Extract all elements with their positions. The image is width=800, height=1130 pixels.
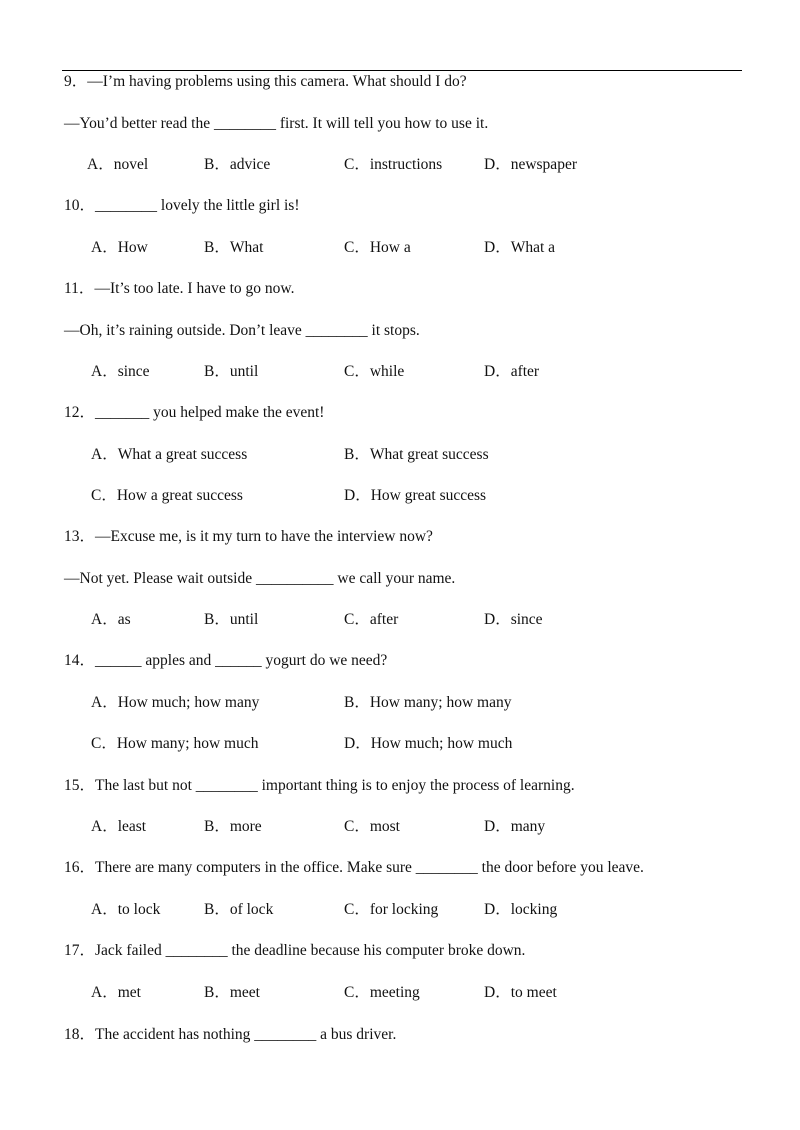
option-text: What a bbox=[510, 239, 556, 256]
answer-option[interactable] bbox=[484, 362, 539, 382]
question-text: —You’d better read the ________ first. It will tell you how to use it. bbox=[64, 115, 489, 132]
answer-option[interactable] bbox=[204, 817, 262, 837]
option-text: meet bbox=[229, 984, 260, 1001]
option-text: How great success bbox=[370, 487, 487, 504]
question-stem bbox=[64, 279, 294, 299]
top-rule bbox=[62, 70, 742, 71]
answer-option[interactable] bbox=[344, 610, 398, 630]
question-stem bbox=[64, 196, 300, 216]
question-number: 16． bbox=[64, 859, 96, 876]
question-text: —Oh, it’s raining outside. Don’t leave ________ it stops. bbox=[64, 322, 420, 339]
answer-option[interactable] bbox=[91, 983, 141, 1003]
question-number: 18． bbox=[64, 1026, 96, 1043]
question-number: 12． bbox=[64, 404, 96, 421]
answer-option[interactable] bbox=[87, 155, 148, 175]
question-stem bbox=[64, 858, 644, 878]
option-text: How a bbox=[369, 239, 411, 256]
question-line bbox=[64, 321, 420, 341]
question-text: Jack failed ________ the deadline because his computer broke down. bbox=[95, 942, 526, 959]
question-text: —It’s too late. I have to go now. bbox=[94, 280, 295, 297]
answer-option[interactable] bbox=[204, 900, 273, 920]
question-stem bbox=[64, 527, 433, 547]
option-text: for locking bbox=[369, 901, 439, 918]
option-text: How a great success bbox=[116, 487, 243, 504]
option-letter: B． bbox=[204, 984, 230, 1001]
answer-option[interactable] bbox=[344, 486, 486, 506]
question-text: The last but not ________ important thing is to enjoy the process of learning. bbox=[95, 777, 575, 794]
answer-option[interactable] bbox=[91, 817, 146, 837]
question-text: ______ apples and ______ yogurt do we need? bbox=[95, 652, 388, 669]
question-number: 10． bbox=[64, 197, 96, 214]
answer-option[interactable] bbox=[91, 693, 259, 713]
option-text: What great success bbox=[369, 446, 489, 463]
answer-option[interactable] bbox=[204, 983, 260, 1003]
answer-option[interactable] bbox=[344, 238, 411, 258]
option-letter: D． bbox=[484, 818, 511, 835]
option-letter: B． bbox=[204, 363, 230, 380]
option-letter: A． bbox=[91, 446, 118, 463]
answer-option[interactable] bbox=[91, 734, 258, 754]
question-number: 17． bbox=[64, 942, 96, 959]
option-text: least bbox=[117, 818, 147, 835]
answer-option[interactable] bbox=[484, 900, 557, 920]
answer-option[interactable] bbox=[484, 610, 543, 630]
question-number: 13． bbox=[64, 528, 96, 545]
option-text: instructions bbox=[369, 156, 443, 173]
option-letter: B． bbox=[204, 156, 230, 173]
option-letter: A． bbox=[91, 611, 118, 628]
option-text: advice bbox=[229, 156, 271, 173]
question-number: 15． bbox=[64, 777, 96, 794]
option-text: newspaper bbox=[510, 156, 577, 173]
answer-option[interactable] bbox=[344, 362, 404, 382]
option-text: locking bbox=[510, 901, 558, 918]
question-text: There are many computers in the office. Make sure ________ the door before you leave. bbox=[95, 859, 644, 876]
question-stem bbox=[64, 403, 324, 423]
answer-option[interactable] bbox=[484, 238, 555, 258]
answer-option[interactable] bbox=[344, 734, 512, 754]
answer-option[interactable] bbox=[344, 445, 489, 465]
answer-option[interactable] bbox=[204, 155, 270, 175]
answer-option[interactable] bbox=[344, 155, 442, 175]
option-letter: A． bbox=[87, 156, 114, 173]
question-number: 14． bbox=[64, 652, 96, 669]
option-text: to meet bbox=[510, 984, 557, 1001]
option-text: How bbox=[117, 239, 148, 256]
answer-option[interactable] bbox=[204, 610, 258, 630]
option-text: more bbox=[229, 818, 262, 835]
option-letter: D． bbox=[484, 611, 511, 628]
option-text: What bbox=[229, 239, 264, 256]
answer-option[interactable] bbox=[484, 983, 557, 1003]
answer-option[interactable] bbox=[204, 238, 263, 258]
option-text: while bbox=[369, 363, 405, 380]
answer-option[interactable] bbox=[344, 817, 400, 837]
option-letter: A． bbox=[91, 901, 118, 918]
option-text: many bbox=[510, 818, 546, 835]
option-letter: A． bbox=[91, 363, 118, 380]
option-letter: A． bbox=[91, 694, 118, 711]
option-letter: C． bbox=[344, 239, 370, 256]
option-text: How many; how many bbox=[369, 694, 512, 711]
answer-option[interactable] bbox=[484, 155, 577, 175]
option-letter: B． bbox=[204, 818, 230, 835]
question-stem bbox=[64, 1025, 396, 1045]
question-stem bbox=[64, 776, 575, 796]
answer-option[interactable] bbox=[91, 486, 243, 506]
option-letter: A． bbox=[91, 984, 118, 1001]
option-letter: C． bbox=[344, 818, 370, 835]
option-text: most bbox=[369, 818, 400, 835]
answer-option[interactable] bbox=[484, 817, 545, 837]
question-number: 11． bbox=[64, 280, 95, 297]
answer-option[interactable] bbox=[344, 693, 511, 713]
option-text: novel bbox=[113, 156, 149, 173]
option-text: as bbox=[117, 611, 131, 628]
answer-option[interactable] bbox=[91, 362, 150, 382]
question-text: The accident has nothing ________ a bus driver. bbox=[95, 1026, 397, 1043]
option-letter: C． bbox=[344, 611, 370, 628]
option-letter: A． bbox=[91, 818, 118, 835]
option-text: since bbox=[117, 363, 150, 380]
question-stem bbox=[64, 941, 525, 961]
option-letter: D． bbox=[484, 156, 511, 173]
option-letter: D． bbox=[484, 363, 511, 380]
answer-option[interactable] bbox=[91, 900, 160, 920]
question-line bbox=[64, 569, 455, 589]
option-letter: D． bbox=[484, 239, 511, 256]
option-letter: D． bbox=[484, 984, 511, 1001]
answer-option[interactable] bbox=[91, 610, 131, 630]
question-text: —Excuse me, is it my turn to have the interview now? bbox=[95, 528, 433, 545]
option-text: How many; how much bbox=[116, 735, 259, 752]
answer-option[interactable] bbox=[91, 445, 247, 465]
option-text: What a great success bbox=[117, 446, 248, 463]
option-text: How much; how much bbox=[370, 735, 513, 752]
option-letter: C． bbox=[344, 901, 370, 918]
answer-option[interactable] bbox=[204, 362, 258, 382]
option-letter: B． bbox=[204, 611, 230, 628]
option-letter: B． bbox=[204, 901, 230, 918]
option-text: met bbox=[117, 984, 141, 1001]
option-letter: C． bbox=[91, 735, 117, 752]
answer-option[interactable] bbox=[344, 983, 420, 1003]
option-text: to lock bbox=[117, 901, 161, 918]
option-letter: B． bbox=[344, 446, 370, 463]
option-letter: D． bbox=[344, 735, 371, 752]
question-number: 9． bbox=[64, 73, 88, 90]
option-letter: C． bbox=[344, 984, 370, 1001]
option-letter: C． bbox=[91, 487, 117, 504]
question-text: —Not yet. Please wait outside __________ we call your name. bbox=[64, 570, 456, 587]
question-line bbox=[64, 114, 488, 134]
option-text: until bbox=[229, 611, 259, 628]
question-stem bbox=[64, 651, 387, 671]
answer-option[interactable] bbox=[91, 238, 148, 258]
question-stem bbox=[64, 72, 467, 92]
option-letter: C． bbox=[344, 156, 370, 173]
option-letter: B． bbox=[204, 239, 230, 256]
question-text: —I’m having problems using this camera. What should I do? bbox=[87, 73, 467, 90]
question-text: ________ lovely the little girl is! bbox=[95, 197, 300, 214]
option-text: after bbox=[510, 363, 540, 380]
option-text: meeting bbox=[369, 984, 420, 1001]
option-letter: C． bbox=[344, 363, 370, 380]
answer-option[interactable] bbox=[344, 900, 438, 920]
option-text: after bbox=[369, 611, 399, 628]
option-text: until bbox=[229, 363, 259, 380]
option-text: since bbox=[510, 611, 543, 628]
option-letter: D． bbox=[344, 487, 371, 504]
option-letter: B． bbox=[344, 694, 370, 711]
option-letter: D． bbox=[484, 901, 511, 918]
option-text: of lock bbox=[229, 901, 274, 918]
option-letter: A． bbox=[91, 239, 118, 256]
question-text: _______ you helped make the event! bbox=[95, 404, 325, 421]
option-text: How much; how many bbox=[117, 694, 260, 711]
